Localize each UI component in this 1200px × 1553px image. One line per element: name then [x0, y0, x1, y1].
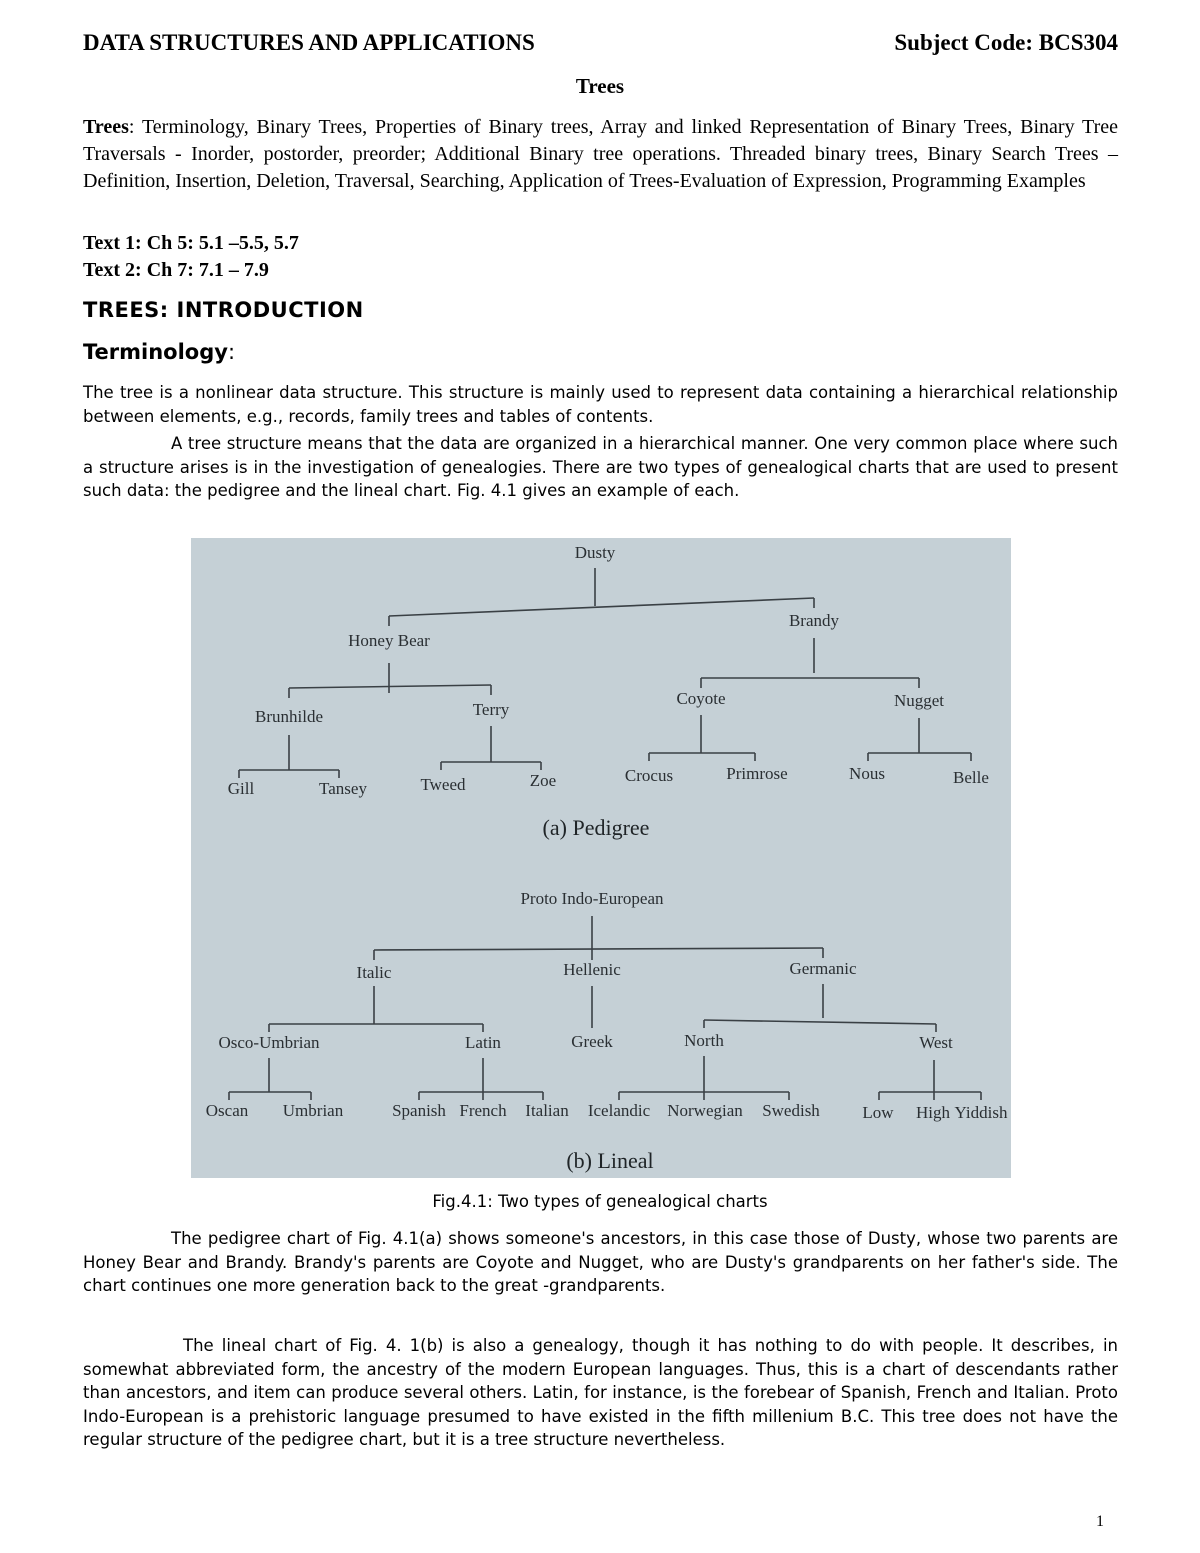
pedigree-level2-label: Brunhilde [255, 707, 323, 726]
syllabus-text: : Terminology, Binary Trees, Properties of Binary trees, Array and linked Representation of Binary Trees, Binary Tree Traversals - Inorder, postorder, preorder; Additional Binary tree operations. Threaded binary trees, Binary Search Trees – Definition, Insertion, Deletion, Traversal, Searching, Application of Trees-Evaluation of Expression, Programming Examples [83, 116, 1118, 192]
pedigree-level3-label: Crocus [624, 766, 674, 785]
lineal-level2-label: Latin [465, 1033, 501, 1052]
lineal-level2-label: West [919, 1033, 953, 1052]
pedigree-root-label: Dusty [574, 543, 616, 562]
paragraph-pedigree: The pedigree chart of Fig. 4.1(a) shows someone's ancestors, in this case those of Dusty, whose two parents are Honey Bear and Brandy. Brandy's parents are Coyote and Nugget, who are Dusty's grandparents on her father's side. The chart continues one more generation back to the great -grandparents. [83, 1229, 1118, 1295]
lineal-level3-label: Spanish [392, 1101, 446, 1120]
pedigree-level2-label: Coyote [676, 689, 726, 708]
syllabus-label: Trees [83, 116, 129, 138]
pedigree-title: (a) Pedigree [542, 815, 650, 840]
lineal-level3-label: Icelandic [587, 1101, 651, 1120]
page-header [83, 30, 1118, 62]
paragraph-tree-definition: The tree is a nonlinear data structure. This structure is mainly used to represent data containing a hierarchical relationship between elements, e.g., records, family trees and tables of contents. [83, 383, 1118, 426]
pedigree-level1-label: Honey Bear [348, 631, 430, 650]
pedigree-level1-label: Brandy [788, 611, 840, 630]
subsection-suffix: : [227, 340, 236, 364]
subject-code: Subject Code: BCS304 [894, 30, 1118, 55]
genealogy-figure [191, 538, 1011, 1178]
lineal-level2-label: North [684, 1031, 724, 1050]
figure-caption: Fig.4.1: Two types of genealogical charts [432, 1192, 768, 1211]
subsection-heading [83, 340, 235, 364]
lineal-level3-label: Low [862, 1103, 894, 1122]
lineal-title: (b) Lineal [566, 1148, 654, 1173]
section-heading: TREES: INTRODUCTION [83, 298, 364, 322]
lineal-level1-label: Italic [356, 963, 392, 982]
lineal-level1-label: Hellenic [563, 960, 621, 979]
lineal-level3-label: High [916, 1103, 950, 1122]
lineal-root-label: Proto Indo-European [520, 889, 664, 908]
pedigree-level3-label: Primrose [726, 764, 788, 783]
text-reference-2: Text 2: Ch 7: 7.1 – 7.9 [83, 259, 269, 281]
pedigree-level3-label: Tansey [319, 779, 367, 798]
lineal-level3-label: French [459, 1101, 507, 1120]
course-title: DATA STRUCTURES AND APPLICATIONS [83, 30, 535, 55]
paragraph-genealogy: A tree structure means that the data are organized in a hierarchical manner. One very common place where such a structure arises is in the investigation of genealogies. There are two types of genealogical charts that are used to present such data: the pedigree and the lineal chart. Fig. 4.1 gives an example of each. [83, 434, 1118, 500]
pedigree-edges [239, 568, 971, 778]
lineal-edges [229, 916, 981, 1100]
lineal-level3-label: Oscan [205, 1101, 249, 1120]
genealogy-charts-svg [191, 538, 1011, 1178]
pedigree-level3-label: Zoe [529, 771, 557, 790]
pedigree-level2-label: Terry [472, 700, 510, 719]
page-number: 1 [1096, 1513, 1104, 1530]
lineal-level3-label: Swedish [762, 1101, 820, 1120]
lineal-level2-label: Osco-Umbrian [218, 1033, 320, 1052]
page-subtitle: Trees [575, 74, 625, 98]
lineal-level1-label: Germanic [789, 959, 857, 978]
lineal-level3-label: Norwegian [667, 1101, 743, 1120]
pedigree-level3-label: Nous [849, 764, 885, 783]
pedigree-level3-label: Gill [227, 779, 255, 798]
syllabus-paragraph [83, 114, 1118, 195]
lineal-level3-label: Italian [525, 1101, 569, 1120]
pedigree-level3-label: Belle [953, 768, 989, 787]
lineal-level3-label: Umbrian [282, 1101, 344, 1120]
pedigree-level2-label: Nugget [893, 691, 945, 710]
pedigree-level3-label: Tweed [420, 775, 466, 794]
lineal-level3-label: Yiddish [954, 1103, 1008, 1122]
text-reference-1: Text 1: Ch 5: 5.1 –5.5, 5.7 [83, 232, 299, 254]
lineal-level2-label: Greek [571, 1032, 613, 1051]
paragraph-lineal: The lineal chart of Fig. 4. 1(b) is also a genealogy, though it has nothing to do with people. It describes, in somewhat abbreviated form, the ancestry of the modern European languages. Thus, this is a chart of descendants rather than ancestors, and item can produce several others. Latin, for instance, is the forebear of Spanish, French and Italian. Proto Indo-European is a prehistoric language presumed to have existed in the fifth millenium B.C. This tree does not have the regular structure of the pedigree chart, but it is a tree structure nevertheless. [83, 1336, 1118, 1449]
subsection-label: Terminology [83, 340, 228, 364]
